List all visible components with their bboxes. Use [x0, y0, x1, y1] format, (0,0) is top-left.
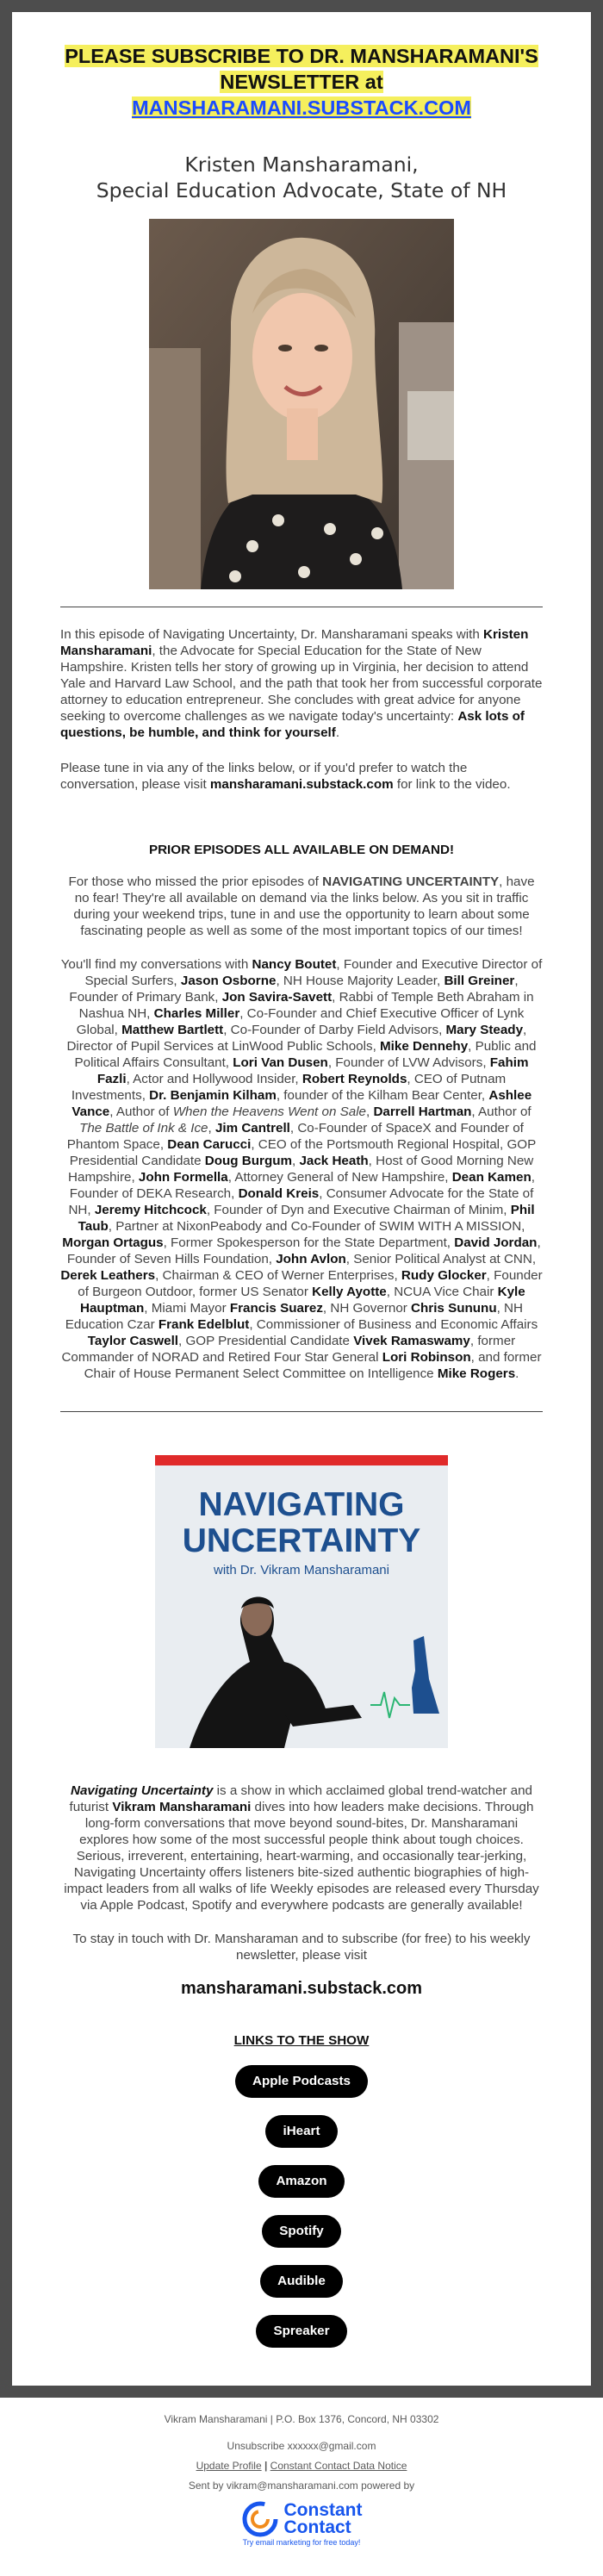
- guest-description: , Senior Political Analyst at CNN,: [345, 1252, 537, 1266]
- past-guests-list: [60, 956, 543, 1382]
- spreaker-button[interactable]: Spreaker: [256, 2315, 346, 2348]
- guest-description: , Founder and Executive Director of Special Surfers,: [84, 957, 543, 988]
- guest-description: , Director of Pupil Services at LinWood Public Schools,: [66, 1023, 527, 1054]
- guest-name: Lori Van Dusen: [233, 1055, 328, 1070]
- sent-by-text: Sent by vikram@mansharamani.com powered by: [188, 2480, 415, 2492]
- unsubscribe-link[interactable]: Unsubscribe xxxxxx@gmail.com: [227, 2440, 376, 2452]
- guest-name: Kelly Ayotte: [312, 1285, 387, 1299]
- stay-in-touch-text: To stay in touch with Dr. Mansharaman and to subscribe (for free) to his weekly newsletter, please visit: [72, 1932, 531, 1963]
- guest-description: , Founder of Burgeon Outdoor, former US Senator: [78, 1268, 543, 1299]
- footer-links: [0, 2460, 603, 2472]
- guest-description: , Co-Founder and Chief Executive Officer of Lynk Global,: [76, 1006, 525, 1037]
- guest-description: , CEO of the Portsmouth Regional Hospital, GOP Presidential Candidate: [69, 1137, 537, 1168]
- email-card: [12, 12, 591, 2386]
- guest-name: Rudy Glocker: [401, 1268, 487, 1283]
- divider: [60, 1411, 543, 1412]
- episode-description: In this episode of Navigating Uncertainty, Dr. Mansharamani speaks with Kristen Mansharamani, the Advocate for Special Education for the State of New Hampshire. Kristen tells her story of growing up in Virginia, her decision to attend Yale and Harvard Law School, and the path that took her from successful corporate attorney to education entrepreneur. She concludes with great advice for anyone seeking to overcome challenges as we navigate today's uncertainty: Ask lots of questions, be humble, and think for yourself.: [60, 627, 543, 740]
- guest-description: , Founder of Seven Hills Foundation,: [66, 1235, 541, 1266]
- book-title: When the Heavens Went on Sale: [172, 1104, 367, 1119]
- guest-description: , Consumer Advocate for the State of NH,: [68, 1186, 534, 1217]
- guest-name: Frank Edelblut: [158, 1317, 250, 1332]
- subscribe-link[interactable]: MANSHARAMANI.SUBSTACK.COM: [132, 96, 471, 119]
- subscribe-banner: [60, 43, 543, 121]
- update-profile-link[interactable]: Update Profile: [196, 2460, 262, 2472]
- guest-name: Ashlee Vance: [71, 1088, 532, 1119]
- links-title: LINKS TO THE SHOW: [233, 2033, 370, 2048]
- guest-description: , Founder of DEKA Research,: [69, 1170, 535, 1201]
- guest-description: , Commissioner of Business and Economic Affairs: [249, 1317, 538, 1332]
- guest-name: Robert Reynolds: [302, 1072, 407, 1086]
- guest-name-inline: Kristen Mansharamani: [60, 627, 529, 658]
- show-name: Navigating Uncertainty: [70, 1783, 214, 1798]
- guest-name: Jack Heath: [299, 1154, 369, 1168]
- guest-description: ,: [292, 1154, 300, 1168]
- cc-brand-line1: Constant: [283, 2500, 363, 2520]
- guest-name: John Formella: [138, 1170, 228, 1185]
- guest-description: , founder of the Kilham Bear Center,: [276, 1088, 489, 1103]
- guest-name: Vivek Ramaswamy: [353, 1334, 470, 1348]
- guest-name: Lori Robinson: [382, 1350, 471, 1365]
- guest-description: , Founder of Dyn and Executive Chairman of Minim,: [206, 1203, 511, 1217]
- cover-title-line2: UNCERTAINTY: [182, 1522, 421, 1559]
- guest-description: , Former Spokesperson for the State Department,: [163, 1235, 455, 1250]
- guest-description: , Founder of LVW Advisors,: [327, 1055, 490, 1070]
- guest-heading: [60, 152, 543, 203]
- host-name: Vikram Mansharamani: [112, 1800, 252, 1814]
- guest-name: Francis Suarez: [229, 1301, 323, 1316]
- guest-description: , and former Chair of House Permanent Select Committee on Intelligence: [84, 1350, 542, 1381]
- cover-subtitle: with Dr. Vikram Mansharamani: [214, 1563, 389, 1577]
- guest-photo: [149, 219, 454, 589]
- substack-link[interactable]: mansharamani.substack.com: [209, 777, 394, 792]
- guest-description: , GOP Presidential Candidate: [178, 1334, 354, 1348]
- guest-description: , Miami Mayor: [144, 1301, 230, 1316]
- guest-description: , Founder of Primary Bank,: [69, 974, 519, 1005]
- guest-description: , Host of Good Morning New Hampshire,: [68, 1154, 534, 1185]
- guest-description: , Author of: [109, 1104, 173, 1119]
- guest-description: , Actor and Hollywood Insider,: [126, 1072, 302, 1086]
- guest-name: John Avlon: [276, 1252, 346, 1266]
- show-links: [60, 2065, 543, 2365]
- prior-episodes-intro: For those who missed the prior episodes of NAVIGATING UNCERTAINTY, have no fear! They're all available on demand via the links below. As you sit in traffic during your weekend trips, tune in and use the opportunity to learn about some fascinating people as well as some of the most important topics of our times!: [68, 874, 535, 938]
- guest-name: Dean Carucci: [167, 1137, 252, 1152]
- guest-name: Chris Sununu: [411, 1301, 497, 1316]
- podcast-cover-art: [155, 1455, 448, 1748]
- guest-name: Mary Steady: [445, 1023, 524, 1037]
- apple-podcasts-button[interactable]: Apple Podcasts: [235, 2065, 368, 2098]
- spotify-button[interactable]: Spotify: [262, 2215, 340, 2248]
- guest-description: , NH House Majority Leader,: [276, 974, 444, 988]
- guest-name: Donald Kreis: [238, 1186, 320, 1201]
- guest-title: Special Education Advocate, State of NH: [96, 178, 507, 202]
- guest-name: Dr. Benjamin Kilham: [149, 1088, 277, 1103]
- guest-description: ,: [208, 1121, 215, 1136]
- guest-description: You'll find my conversations with: [60, 957, 252, 972]
- guest-description: , Partner at NixonPeabody and Co-Founder of SWIM WITH A MISSION,: [108, 1219, 525, 1234]
- guest-name: David Jordan: [454, 1235, 538, 1250]
- book-title: The Battle of Ink & Ice: [79, 1121, 208, 1136]
- guest-name: Jon Savira-Savett: [221, 990, 333, 1005]
- subscribe-text: PLEASE SUBSCRIBE TO DR. MANSHARAMANI'S NEWSLETTER at: [65, 45, 538, 93]
- constant-contact-icon: [241, 2500, 279, 2538]
- guest-description: , former Commander of NORAD and Retired Four Star General: [61, 1334, 516, 1365]
- guest-description: .: [515, 1366, 519, 1381]
- guest-name: Dean Kamen: [451, 1170, 532, 1185]
- guest-name: Morgan Ortagus: [62, 1235, 164, 1250]
- iheart-button[interactable]: iHeart: [265, 2115, 337, 2148]
- guest-name: Kyle Hauptman: [80, 1285, 525, 1316]
- guest-name: Kristen Mansharamani,: [184, 152, 419, 177]
- guest-name: Jeremy Hitchcock: [94, 1203, 207, 1217]
- guest-name: Matthew Bartlett: [121, 1023, 224, 1037]
- guest-name: Jason Osborne: [180, 974, 277, 988]
- show-description: Navigating Uncertainty is a show in which acclaimed global trend-watcher and futurist Vikram Mansharamani dives into how leaders make decisions. Through long-form conversations that move beyond sound-bites, Dr. Mansharamani explores how some of the most successful people think about tough choices. Serious, irreverent, entertaining, heart-warming, and occasionally tear-jerking, Navigating Uncertainty offers listeners bite-sized authentic biographies of high-impact leaders from all walks of life Weekly episodes are released every Thursday via Apple Podcast, Spotify and everywhere podcasts are generally available!: [64, 1783, 539, 1913]
- guest-description: , Author of: [471, 1104, 532, 1119]
- guest-description: , Attorney General of New Hampshire,: [227, 1170, 452, 1185]
- guest-name: Phil Taub: [78, 1203, 535, 1234]
- guest-description: , CEO of Putnam Investments,: [71, 1072, 507, 1103]
- guest-description: , Co-Founder of SpaceX and Founder of Phantom Space,: [66, 1121, 524, 1152]
- guest-name: Fahim Fazli: [96, 1055, 529, 1086]
- cc-tagline: Try email marketing for free today!: [242, 2538, 361, 2547]
- footer-address: Vikram Mansharamani | P.O. Box 1376, Concord, NH 03302: [164, 2413, 439, 2425]
- show-name-inline: NAVIGATING UNCERTAINTY: [322, 874, 500, 889]
- guest-description: ,: [366, 1104, 374, 1119]
- guest-name: Doug Burgum: [204, 1154, 292, 1168]
- guest-description: , NH Governor: [322, 1301, 412, 1316]
- guest-name: Bill Greiner: [444, 974, 515, 988]
- guest-description: , NH Education Czar: [65, 1301, 523, 1332]
- guest-description: , NCUA Vice Chair: [386, 1285, 498, 1299]
- advice-text: Ask lots of questions, be humble, and think for yourself: [60, 709, 525, 740]
- guest-name: Mike Dennehy: [380, 1039, 469, 1054]
- guest-name: Taylor Caswell: [87, 1334, 179, 1348]
- prior-episodes-title: PRIOR EPISODES ALL AVAILABLE ON DEMAND!: [148, 843, 455, 857]
- guest-name: Darrell Hartman: [373, 1104, 472, 1119]
- audible-button[interactable]: Audible: [260, 2265, 343, 2298]
- guest-name: Charles Miller: [153, 1006, 240, 1021]
- amazon-button[interactable]: Amazon: [258, 2165, 344, 2198]
- guest-name: Nancy Boutet: [252, 957, 337, 972]
- footer-separator: |: [264, 2460, 268, 2472]
- cover-title-line1: NAVIGATING: [198, 1486, 405, 1523]
- guest-description: , Co-Founder of Darby Field Advisors,: [223, 1023, 446, 1037]
- email-footer: [0, 2398, 603, 2576]
- guest-name: Jim Cantrell: [214, 1121, 290, 1136]
- guest-description: , Public and Political Affairs Consultant,: [74, 1039, 537, 1070]
- constant-contact-logo[interactable]: [0, 2500, 603, 2538]
- data-notice-link[interactable]: Constant Contact Data Notice: [270, 2460, 407, 2472]
- guest-name: Mike Rogers: [437, 1366, 516, 1381]
- tune-in-text: Please tune in via any of the links below, or if you'd prefer to watch the conversation, please visit mansharamani.substack.com for link to the video.: [60, 761, 511, 792]
- newsletter-site-link[interactable]: mansharamani.substack.com: [180, 1979, 423, 1998]
- guest-description: , Rabbi of Temple Beth Abraham in Nashua NH,: [78, 990, 534, 1021]
- guest-description: , Chairman & CEO of Werner Enterprises,: [155, 1268, 401, 1283]
- guest-name: Derek Leathers: [60, 1268, 156, 1283]
- cc-brand-line2: Contact: [283, 2517, 351, 2537]
